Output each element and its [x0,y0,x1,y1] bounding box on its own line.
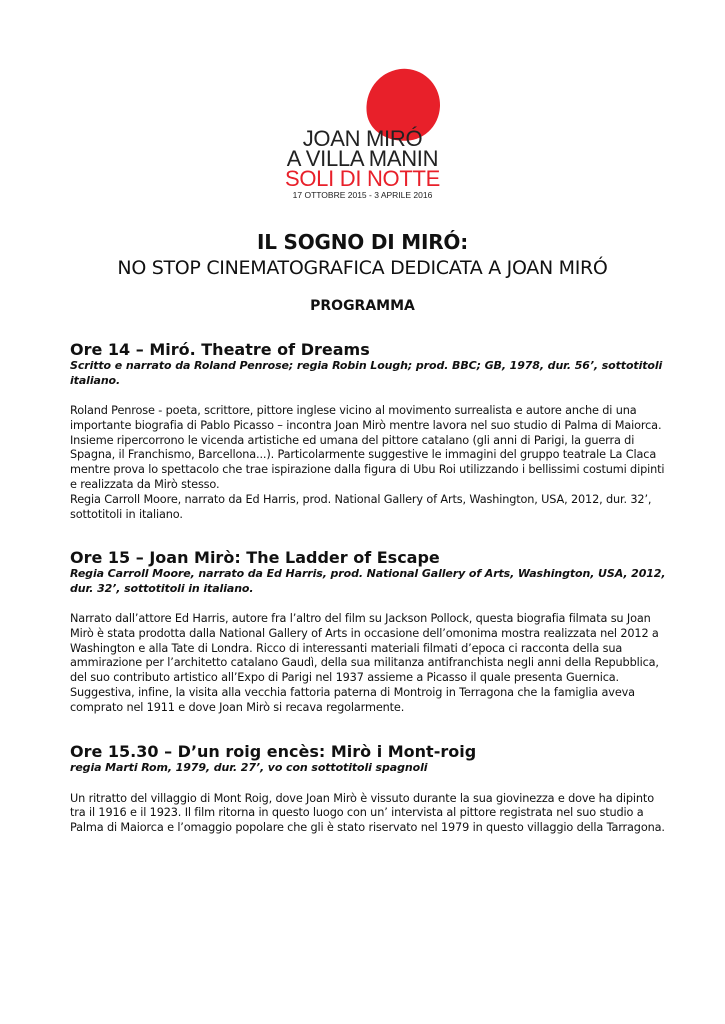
film-credits: Regia Carroll Moore, narrato da Ed Harris, prod. National Gallery of Arts, Washington, USA, 2012, dur. 32’, sottotitoli in italiano. [70,567,666,595]
film-section-2 [70,548,670,716]
program-heading: PROGRAMMA [310,298,415,314]
logo-line-artist: JOAN MIRÓ [302,126,423,151]
film-title: Ore 15.30 – D’un roig encès: Mirò i Mont-roig [70,742,477,761]
film-credits: regia Marti Rom, 1979, dur. 27’, vo con sottotitoli spagnoli [70,761,428,774]
film-description [70,792,670,836]
page-subtitle: NO STOP CINEMATOGRAFICA DEDICATA A JOAN MIRÓ [117,257,608,279]
film-credits: Scritto e narrato da Roland Penrose; regia Robin Lough; prod. BBC; GB, 1978, dur. 56’, sottotitoli italiano. [70,359,663,387]
film-paragraph: Un ritratto del villaggio di Mont Roig, dove Joan Mirò è vissuto durante la sua giovinezza e dove ha dipinto tra il 1916 e il 1923. Il film ritorna in questo luogo con un’ intervista al pittore registrata nel suo studio a Palma di Maiorca e l’omaggio popolare che gli è stato riservato nel 1979 in questo villaggio della Tarragona. [70,791,665,835]
logo-line-title: SOLI DI NOTTE [284,166,440,191]
film-paragraph: Narrato dall’attore Ed Harris, autore fra l’altro del film su Jackson Pollock, questa biografia filmata su Joan Mirò è stata prodotta dalla National Gallery of Arts in occasione dell’omonima mostra realizzata nel 2012 a Washington e alla Tate di Londra. Ricco di interessanti materiali filmati d’epoca ci racconta della sua ammirazione per l’architetto catalano Gaudì, della sua militanza antifranchista negli anni della Repubblica, del suo contributo artistico all’Expo di Parigi nel 1937 assieme a Picasso il quale presenta Guernica. Suggestiva, infine, la visita alla vecchia fattoria paterna di Montroig in Terragona che la famiglia aveva comprato nel 1911 e dove Joan Mirò si recava regolarmente. [70,612,659,714]
film-title: Ore 15 – Joan Mirò: The Ladder of Escape [70,548,440,567]
film-description [70,612,670,716]
logo-line-venue: A VILLA MANIN [286,146,439,171]
film-paragraph: Roland Penrose - poeta, scrittore, pittore inglese vicino al movimento surrealista e autore anche di una importante biografia di Pablo Picasso – incontra Joan Mirò mentre lavora nel suo studio di Palma di Maiorca. Insieme ripercorrono le vicenda artistiche ed umana del pittore catalano (gli anni di Parigi, la guerra di Spagna, il Franchismo, Barcellona...). Particolarmente suggestive le immagini del gruppo teatrale La Claca mentre prova lo spettacolo che trae ispirazione dalla figura di Ubu Roi utilizzando i bellissimi costumi dipinti e realizzata da Mirò stesso. [70,404,665,491]
logo-dates: 17 OTTOBRE 2015 - 3 APRILE 2016 [292,190,433,200]
film-section-3 [70,742,670,836]
film-paragraph: Regia Carroll Moore, narrato da Ed Harris, prod. National Gallery of Arts, Washington, USA, 2012, dur. 32’, sottotitoli in italiano. [70,492,652,521]
film-section-1 [70,340,670,522]
film-title: Ore 14 – Miró. Theatre of Dreams [70,340,370,359]
film-description [70,404,670,522]
page-title: IL SOGNO DI MIRÓ: [256,230,469,254]
